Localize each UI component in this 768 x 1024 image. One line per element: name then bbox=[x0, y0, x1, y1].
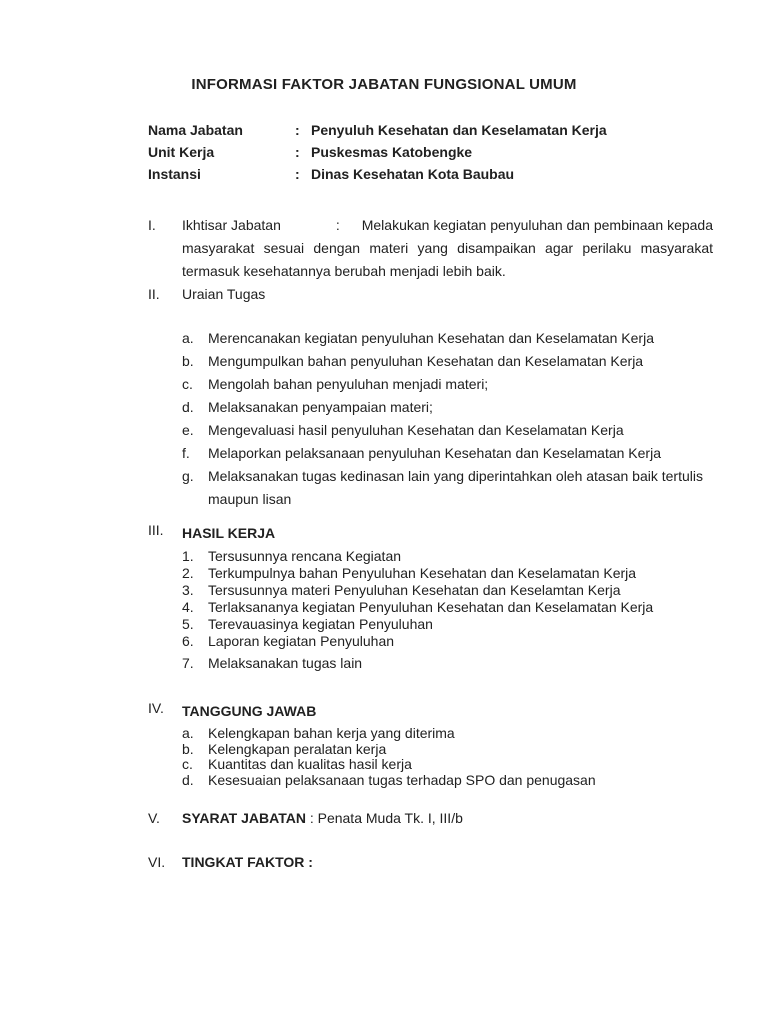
document-title: INFORMASI FAKTOR JABATAN FUNGSIONAL UMUM bbox=[191, 76, 577, 93]
ikhtisar-text: Melakukan kegiatan penyuluhan dan pembinaan kepada masyarakat sesuai dengan materi yang disampaikan agar perilaku masyarakat termasuk kesehatannya berubah menjadi lebih baik. bbox=[182, 217, 713, 279]
section-tingkat-faktor bbox=[148, 851, 713, 874]
field-row-instansi bbox=[148, 163, 713, 185]
item-text: Melaksanakan tugas kedinasan lain yang diperintahkan oleh atasan baik tertulis maupun lisan bbox=[208, 468, 703, 507]
ikhtisar-paragraph bbox=[182, 214, 713, 283]
list-item bbox=[182, 419, 713, 442]
item-marker: b. bbox=[182, 740, 194, 757]
section-numeral-i: I. bbox=[148, 217, 156, 233]
list-item bbox=[182, 599, 713, 616]
section-uraian-tugas bbox=[148, 283, 713, 511]
list-item bbox=[182, 726, 713, 742]
item-text: Melaksanakan penyampaian materi; bbox=[208, 399, 433, 415]
item-text: Mengumpulkan bahan penyuluhan Kesehatan dan Keselamatan Kerja bbox=[208, 353, 644, 369]
item-text: Kuantitas dan kualitas hasil kerja bbox=[208, 756, 412, 772]
item-marker: a. bbox=[182, 725, 194, 741]
list-item bbox=[182, 350, 713, 373]
item-text: Tersusunnya materi Penyuluhan Kesehatan dan Keselamtan Kerja bbox=[208, 582, 621, 598]
list-item bbox=[182, 616, 713, 633]
section-numeral-iv: IV. bbox=[148, 700, 164, 716]
item-text: Merencanakan kegiatan penyuluhan Kesehatan dan Keselamatan Kerja bbox=[208, 330, 654, 346]
section-numeral-vi: VI. bbox=[148, 854, 166, 870]
item-marker: 4. bbox=[182, 599, 194, 615]
document-content bbox=[148, 119, 713, 874]
section-numeral-v: V. bbox=[148, 810, 160, 826]
item-marker: 3. bbox=[182, 582, 194, 598]
uraian-tugas-heading: Uraian Tugas bbox=[182, 286, 266, 302]
hasil-kerja-list bbox=[182, 548, 713, 672]
item-text: Kesesuaian pelaksanaan tugas terhadap SPO dan penugasan bbox=[208, 771, 596, 788]
section-numeral-iii: III. bbox=[148, 522, 164, 538]
list-item bbox=[182, 565, 713, 582]
item-text: Kelengkapan peralatan kerja bbox=[208, 740, 387, 757]
item-marker: e. bbox=[182, 422, 194, 438]
field-row-unit-kerja bbox=[148, 141, 713, 163]
item-marker: f. bbox=[182, 445, 190, 461]
item-text: Kelengkapan bahan kerja yang diterima bbox=[208, 725, 455, 741]
list-item bbox=[182, 655, 713, 672]
item-text: Mengevaluasi hasil penyuluhan Kesehatan dan Keselamatan Kerja bbox=[208, 422, 624, 438]
list-item bbox=[182, 757, 713, 773]
item-marker: c. bbox=[182, 376, 193, 392]
list-item bbox=[182, 396, 713, 419]
field-label-unit-kerja: Unit Kerja bbox=[148, 144, 215, 160]
item-marker: 6. bbox=[182, 633, 194, 649]
field-label-nama-jabatan: Nama Jabatan bbox=[148, 122, 243, 138]
list-item bbox=[182, 442, 713, 465]
item-text: Terlaksananya kegiatan Penyuluhan Kesehatan dan Keselamatan Kerja bbox=[208, 599, 654, 615]
field-label-instansi: Instansi bbox=[148, 166, 201, 182]
field-value-instansi: Dinas Kesehatan Kota Baubau bbox=[311, 166, 515, 182]
field-value-nama-jabatan: Penyuluh Kesehatan dan Keselamatan Kerja bbox=[311, 122, 607, 138]
section-tanggung-jawab bbox=[148, 700, 713, 788]
item-marker: 7. bbox=[182, 655, 194, 671]
section-numeral-ii: II. bbox=[148, 286, 160, 302]
item-marker: 2. bbox=[182, 565, 194, 581]
list-item bbox=[182, 373, 713, 396]
item-text: Terkumpulnya bahan Penyuluhan Kesehatan dan Keselamatan Kerja bbox=[208, 565, 637, 581]
tanggung-jawab-list bbox=[182, 726, 713, 788]
item-marker: c. bbox=[182, 756, 193, 772]
field-row-nama-jabatan bbox=[148, 119, 713, 141]
list-item bbox=[182, 327, 713, 350]
list-item bbox=[182, 773, 713, 789]
section-hasil-kerja bbox=[148, 522, 713, 672]
list-item bbox=[182, 742, 713, 758]
hasil-kerja-heading: HASIL KERJA bbox=[182, 525, 276, 541]
field-separator: : bbox=[295, 122, 300, 138]
item-marker: d. bbox=[182, 399, 194, 415]
item-text: Melaksanakan tugas lain bbox=[208, 655, 363, 671]
list-item bbox=[182, 582, 713, 599]
item-text: Mengolah bahan penyuluhan menjadi materi; bbox=[208, 376, 489, 392]
syarat-jabatan-value: : Penata Muda Tk. I, III/b bbox=[309, 810, 463, 826]
item-text: Laporan kegiatan Penyuluhan bbox=[208, 633, 395, 649]
list-item bbox=[182, 633, 713, 650]
tingkat-faktor-heading: TINGKAT FAKTOR : bbox=[182, 854, 313, 870]
item-text: Terevauasinya kegiatan Penyuluhan bbox=[208, 616, 433, 632]
item-marker: a. bbox=[182, 330, 194, 346]
field-value-unit-kerja: Puskesmas Katobengke bbox=[311, 144, 473, 160]
tanggung-jawab-heading: TANGGUNG JAWAB bbox=[182, 703, 317, 719]
item-text: Tersusunnya rencana Kegiatan bbox=[208, 548, 402, 564]
section-syarat-jabatan bbox=[148, 807, 713, 830]
list-item bbox=[182, 548, 713, 565]
syarat-jabatan-heading: SYARAT JABATAN bbox=[182, 810, 306, 826]
item-marker: 5. bbox=[182, 616, 194, 632]
item-text: Melaporkan pelaksanaan penyuluhan Kesehatan dan Keselamatan Kerja bbox=[208, 445, 661, 461]
item-marker: b. bbox=[182, 353, 194, 369]
section-ikhtisar-jabatan bbox=[148, 214, 713, 283]
item-marker: 1. bbox=[182, 548, 194, 564]
field-separator: : bbox=[295, 166, 300, 182]
item-marker: g. bbox=[182, 468, 194, 484]
list-item bbox=[182, 465, 713, 511]
uraian-tugas-list bbox=[182, 327, 713, 511]
field-separator: : bbox=[295, 144, 300, 160]
job-header-fields bbox=[148, 119, 713, 185]
ikhtisar-separator: : bbox=[335, 217, 340, 233]
item-marker: d. bbox=[182, 771, 194, 788]
ikhtisar-label: Ikhtisar Jabatan bbox=[182, 217, 281, 233]
